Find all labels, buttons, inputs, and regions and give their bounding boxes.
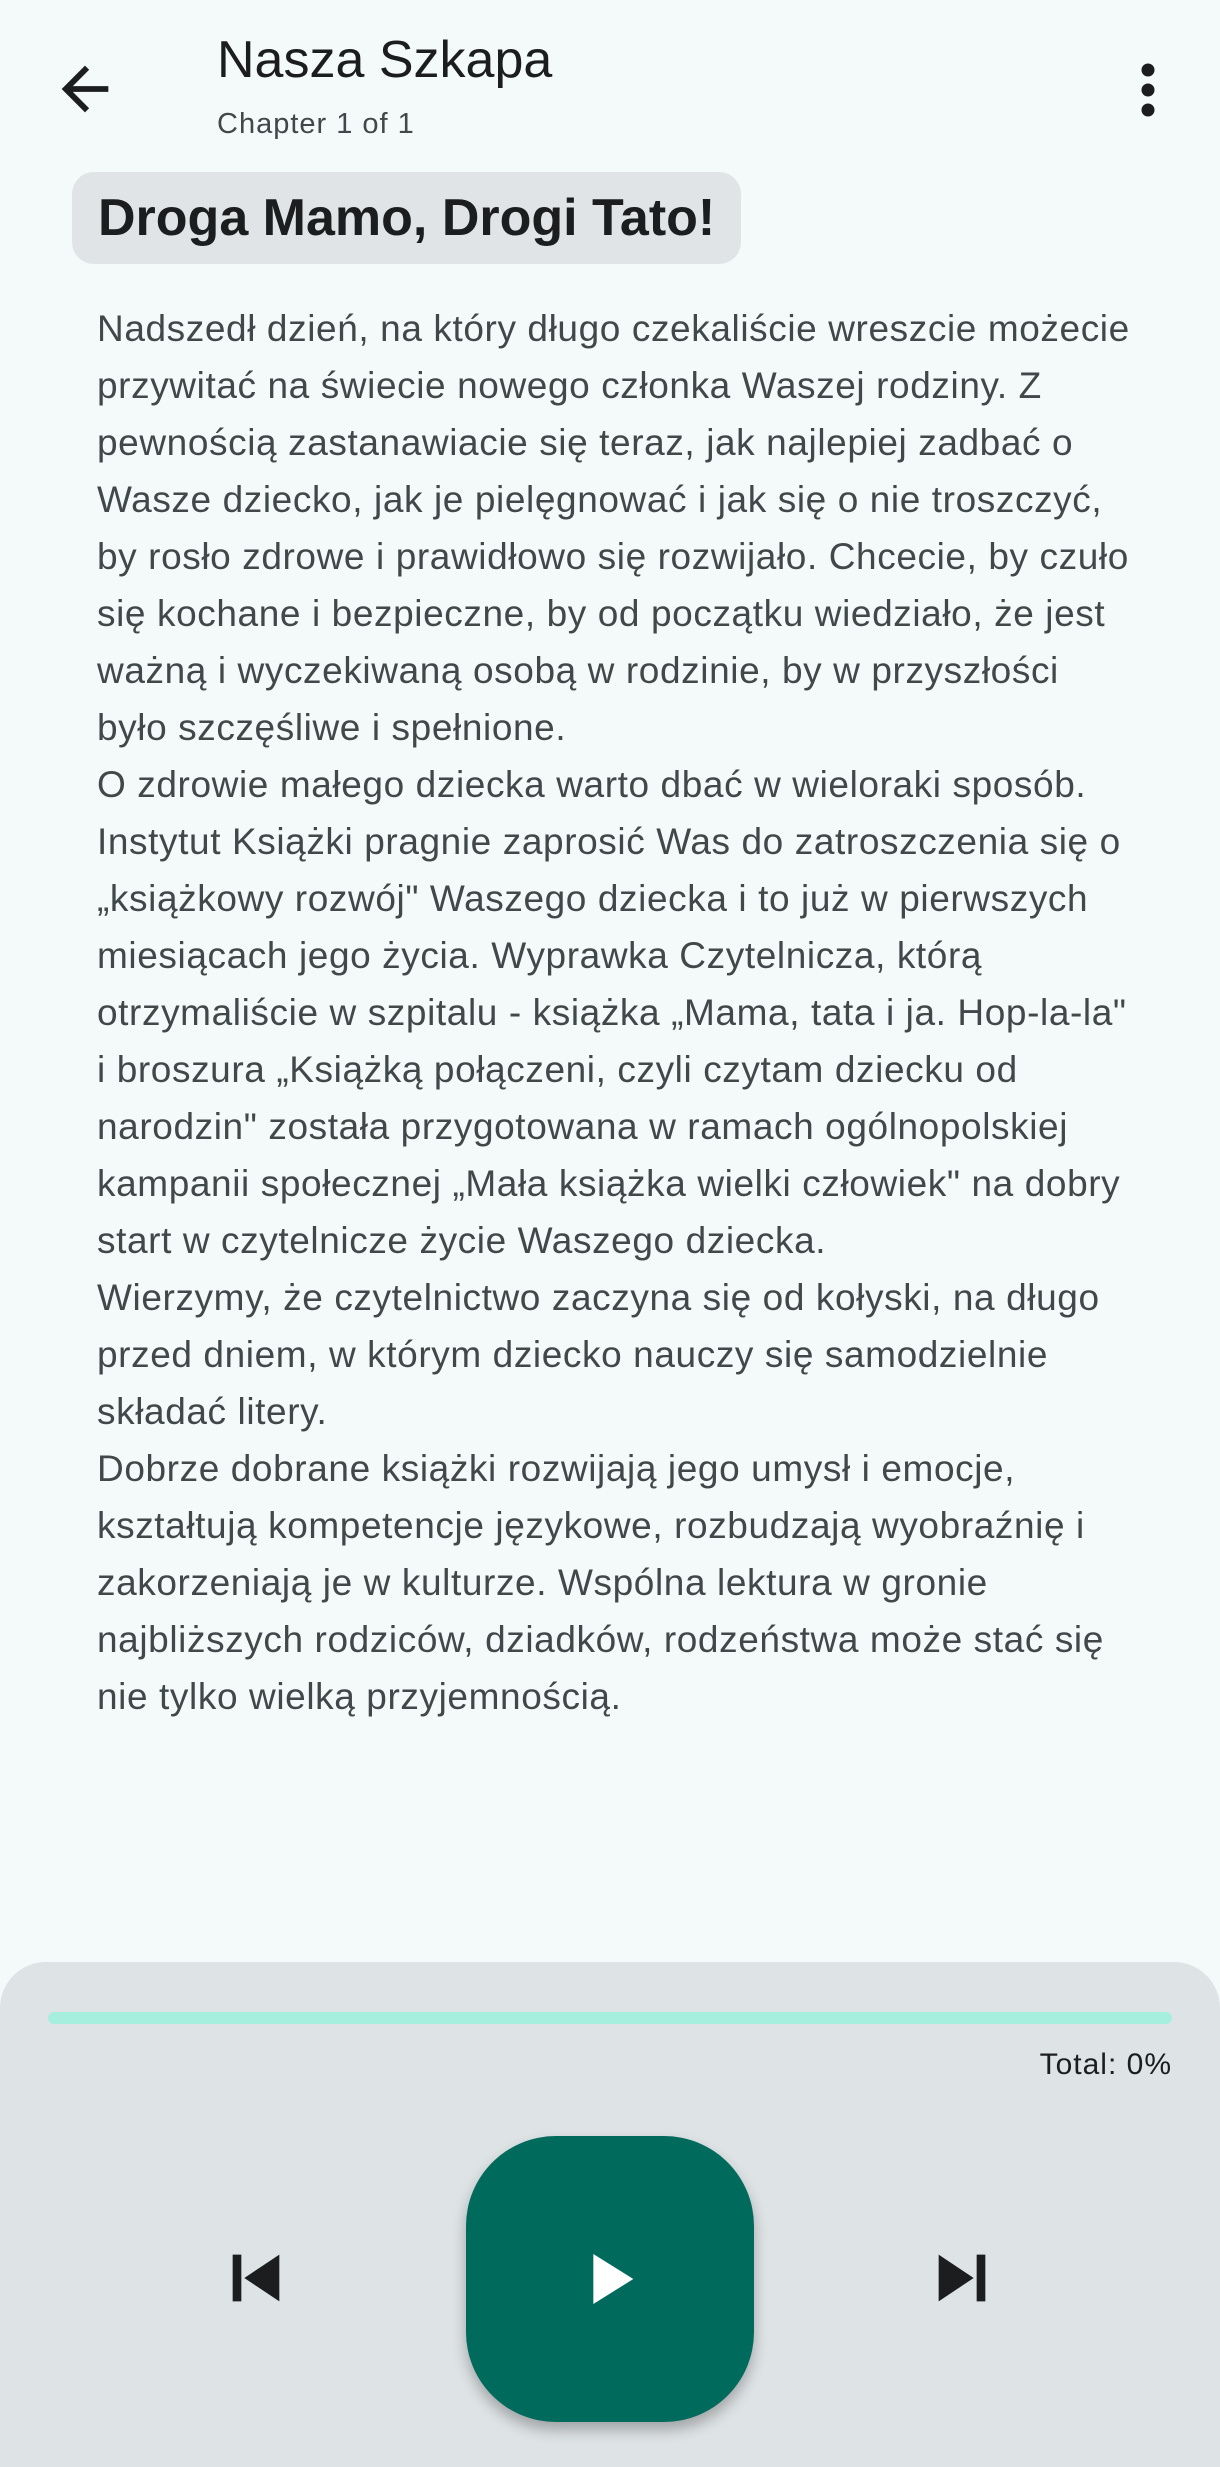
more-vertical-icon <box>1118 55 1178 125</box>
skip-next-icon <box>922 2238 1002 2318</box>
paragraph: Dobrze dobrane książki rozwijają jego umysł i emocje, kształtują kompetencje językowe, rozbudzają wyobraźnię i zakorzeniają je w kulturze. Wspólna lektura w gronie najbliższych rodziców, dziadków, rodzeństwa może stać się nie tylko wielką przyjemnością. <box>97 1448 1104 1717</box>
paragraph: Nadszedł dzień, na który długo czekaliście wreszcie możecie przywitać na świecie nowego członka Waszej rodziny. Z pewnością zastanawiacie się teraz, jak najlepiej zadbać o Wasze dziecko, jak je pielęgnować i jak się o nie troszczyć, by rosło zdrowe i prawidłowo się rozwijało. Chcecie, by czuło się kochane i bezpieczne, by od początku wiedziało, że jest ważną i wyczekiwaną osobą w rodzinie, by w przyszłości było szczęśliwe i spełnione. <box>97 308 1130 748</box>
play-icon <box>570 2239 650 2319</box>
total-progress-label: Total: 0% <box>1039 2048 1172 2081</box>
book-title: Nasza Szkapa <box>217 31 553 89</box>
paragraph: O zdrowie małego dziecka warto dbać w wieloraki sposób. Instytut Książki pragnie zaprosić Was do zatroszczenia się o „książkowy rozwój" Waszego dziecka i to już w pierwszych miesiącach jego życia. Wyprawka Czytelnicza, którą otrzymaliście w szpitalu - książka „Mama, tata i ja. Hop-la-la" i broszura „Książką połączeni, czyli czytam dziecku od narodzin" została przygotowana w ramach ogólnopolskiej kampanii społecznej „Mała książka wielki człowiek" na dobry start w czytelnicze życie Waszego dziecka. <box>97 764 1127 1261</box>
chapter-heading: Droga Mamo, Drogi Tato! <box>72 172 741 264</box>
progress-bar[interactable] <box>48 2012 1172 2024</box>
arrow-left-icon <box>50 54 120 124</box>
paragraph: Wierzymy, że czytelnictwo zaczyna się od kołyski, na długo przed dniem, w którym dziecko nauczy się samodzielnie składać litery. <box>97 1277 1100 1432</box>
top-app-bar <box>0 0 1220 160</box>
back-button[interactable] <box>50 54 120 124</box>
skip-previous-icon <box>216 2238 296 2318</box>
next-button[interactable] <box>922 2238 1002 2318</box>
play-button[interactable] <box>466 2136 754 2422</box>
chapter-indicator: Chapter 1 of 1 <box>217 108 415 140</box>
reader-text <box>97 300 1137 1725</box>
previous-button[interactable] <box>216 2238 296 2318</box>
more-options-button[interactable] <box>1118 55 1178 125</box>
